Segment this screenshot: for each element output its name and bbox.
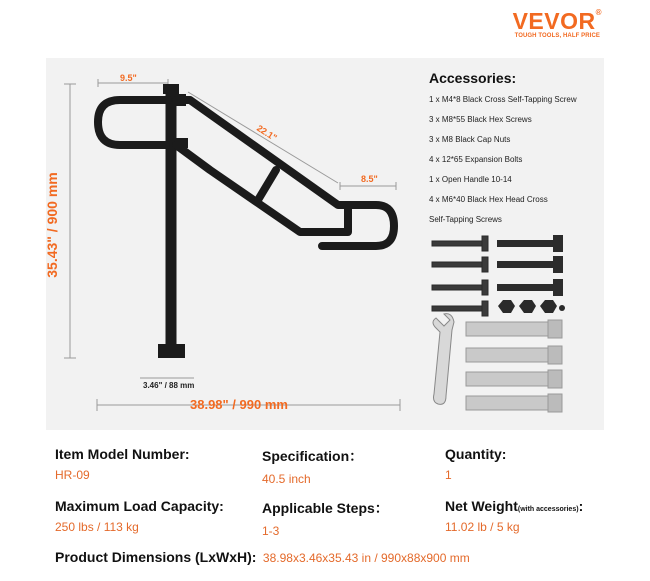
accessory-item: 1 x Open Handle 10-14 <box>429 175 512 184</box>
steps-label: Applicable Steps： <box>262 500 389 516</box>
model-label: Item Model Number: <box>55 446 190 462</box>
load-value: 250 lbs / 113 kg <box>55 520 139 534</box>
handrail-product-image <box>98 84 394 358</box>
accessories-list <box>429 95 577 235</box>
dim-right-width: 8.5" <box>361 174 378 184</box>
dim-diagonal: 22.1" <box>255 122 279 144</box>
accessories-title: Accessories: <box>429 70 517 86</box>
dim-base: 3.46" / 88 mm <box>143 381 195 390</box>
spec-load <box>55 498 224 534</box>
dim-total-length: 38.98" / 990 mm <box>190 397 288 412</box>
weight-value: 11.02 lb / 5 kg <box>445 520 520 534</box>
open-wrench-icon <box>433 314 454 405</box>
specification-value: 40.5 inch <box>262 472 311 486</box>
accessory-item: 3 x M8*55 Black Hex Screws <box>429 115 532 124</box>
accessory-item: 3 x M8 Black Cap Nuts <box>429 135 511 144</box>
spec-quantity <box>445 446 506 482</box>
spec-specification <box>262 446 363 486</box>
dimensions-label: Product Dimensions (LxWxH): <box>55 549 257 565</box>
dim-top-width: 9.5" <box>120 73 137 83</box>
brand-tagline: TOUGH TOOLS, HALF PRICE <box>514 33 600 39</box>
spec-product-dimensions <box>55 549 470 567</box>
accessory-item: 4 x M6*40 Black Hex Head Cross <box>429 195 548 204</box>
steps-value: 1-3 <box>262 524 280 538</box>
quantity-value: 1 <box>445 468 452 482</box>
brand-name: VEVOR® <box>512 8 602 34</box>
load-label: Maximum Load Capacity: <box>55 498 224 514</box>
accessory-item: Self-Tapping Screws <box>429 215 502 224</box>
dim-height: 35.43" / 900 mm <box>44 172 60 278</box>
weight-label: Net Weight(with accessories): <box>445 498 584 514</box>
accessory-item: 4 x 12*65 Expansion Bolts <box>429 155 523 164</box>
expansion-bolt-icon <box>466 320 562 412</box>
cap-nut-icon <box>498 300 565 313</box>
specification-label: Specification： <box>262 448 364 464</box>
weight-note: (with accessories) <box>517 506 579 513</box>
model-value: HR-09 <box>55 468 90 482</box>
spec-weight <box>445 498 583 534</box>
dimensions-value: 38.98x3.46x35.43 in / 990x88x900 mm <box>262 551 470 565</box>
hex-screw-icon <box>497 235 563 296</box>
spec-model <box>55 446 190 482</box>
spec-steps <box>262 498 389 538</box>
quantity-label: Quantity: <box>445 446 507 462</box>
self-tapping-screw-icon <box>432 236 488 316</box>
accessory-item: 1 x M4*8 Black Cross Self-Tapping Screw <box>429 95 577 104</box>
